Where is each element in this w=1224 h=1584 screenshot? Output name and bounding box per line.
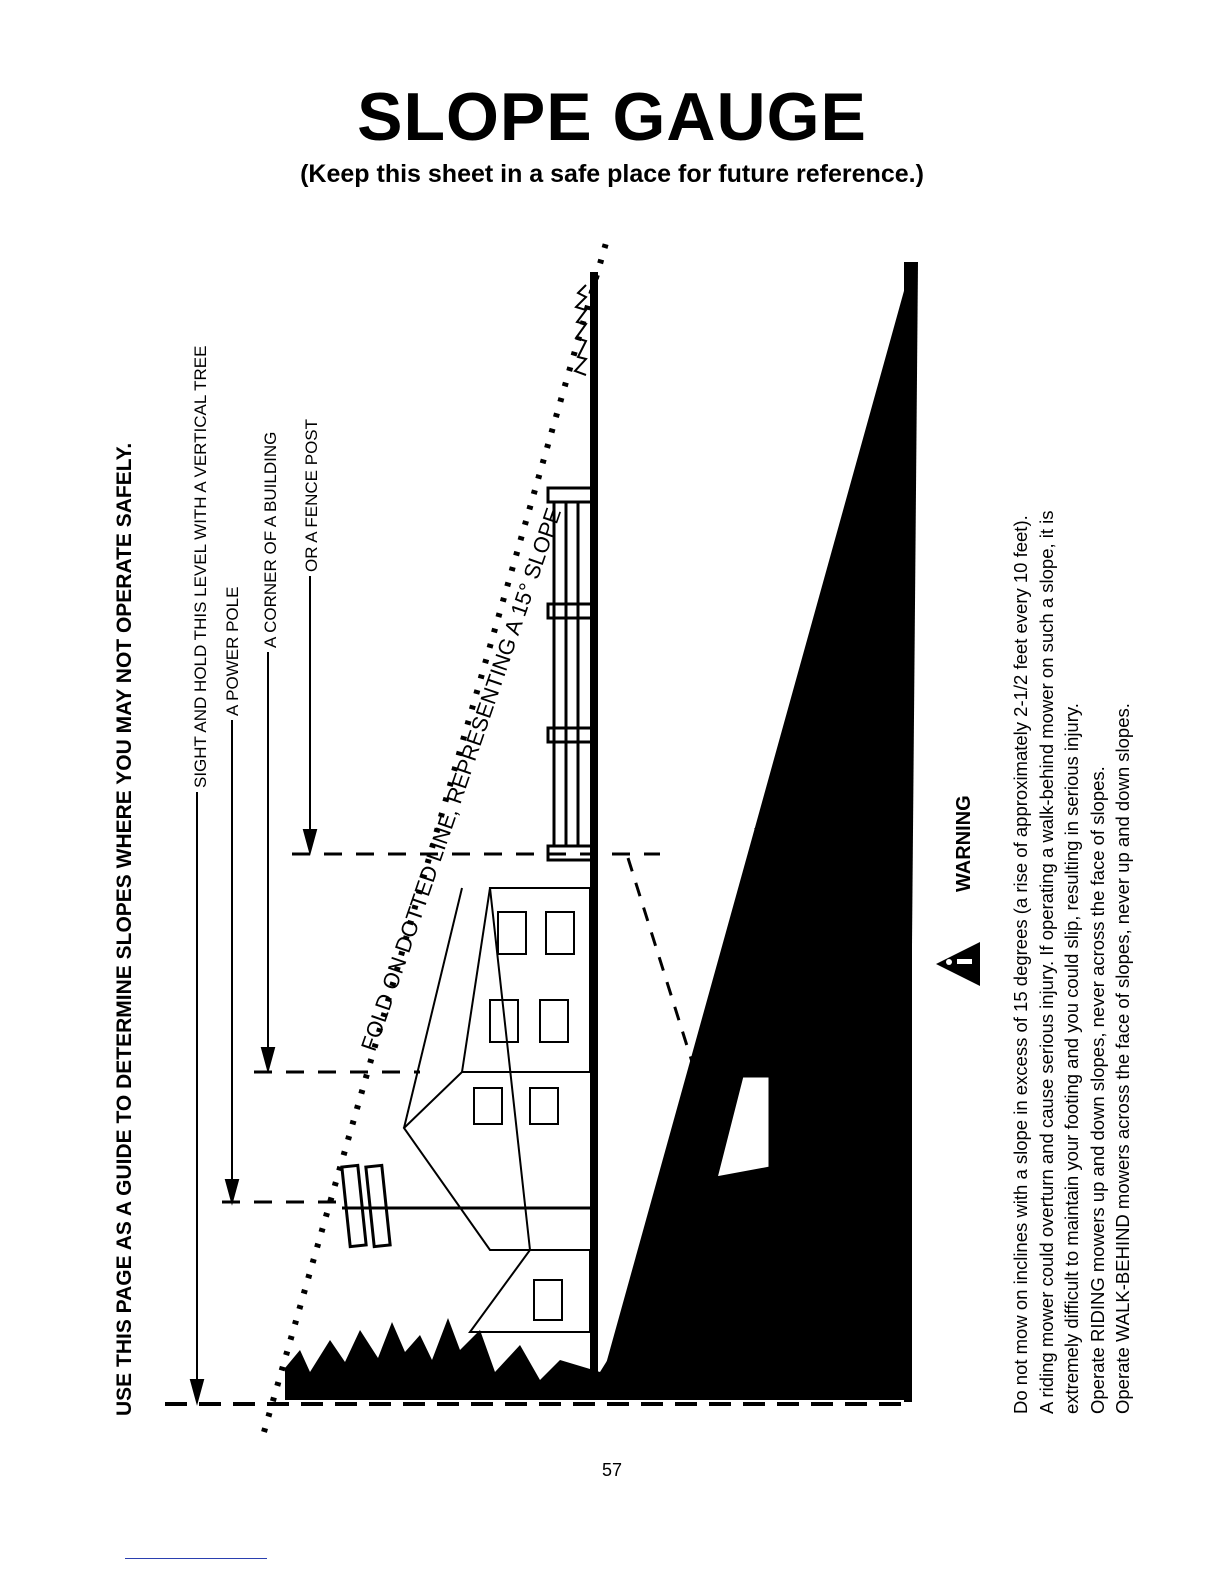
page-number: 57 [601,1460,623,1480]
fold-line-label: FOLD ON DOTTED LINE, REPRESENTING A 15° SLOPE [356,504,566,1055]
page-subtitle: (Keep this sheet in a safe place for future reference.) [300,160,924,188]
building [404,888,590,1332]
warning-label: WARNING [953,795,975,892]
footer-rule [125,1558,267,1559]
guide-heading: USE THIS PAGE AS A GUIDE TO DETERMINE SLOPES WHERE YOU MAY NOT OPERATE SAFELY. [113,442,136,1416]
warning-line: A riding mower could overturn and cause serious injury. If operating a walk-behind mower on such a slope, it is [1035,510,1057,1414]
reference-label-fence-post: OR A FENCE POST [302,418,321,572]
warning-line: Do not mow on inclines with a slope in excess of 15 degrees (a rise of approximately 2-1/2 feet every 10 feet). [1010,515,1031,1414]
fence-post-grass-edge [575,285,586,375]
fence-post-line [590,272,598,1400]
angle-label: 15° [806,843,827,872]
warning-triangle-icon [936,942,980,986]
warning-line: Operate WALK-BEHIND mowers across the face of slopes, never up and down slopes. [1112,703,1133,1414]
warning-line: Operate RIDING mowers up and down slopes, never across the face of slopes. [1086,766,1108,1414]
page-title: SLOPE GAUGE [357,79,867,155]
warning-line: extremely difficult to maintain your footing and you could slip, resulting in serious injury. [1061,703,1082,1414]
reference-label-power-pole: A POWER POLE [223,586,242,716]
reference-label-tree: SIGHT AND HOLD THIS LEVEL WITH A VERTICAL TREE [191,345,210,788]
vertical-tree-line [904,262,912,1402]
power-pole [342,1165,590,1246]
reference-label-building: A CORNER OF A BUILDING [261,431,280,648]
warning-text [1008,510,1136,1414]
